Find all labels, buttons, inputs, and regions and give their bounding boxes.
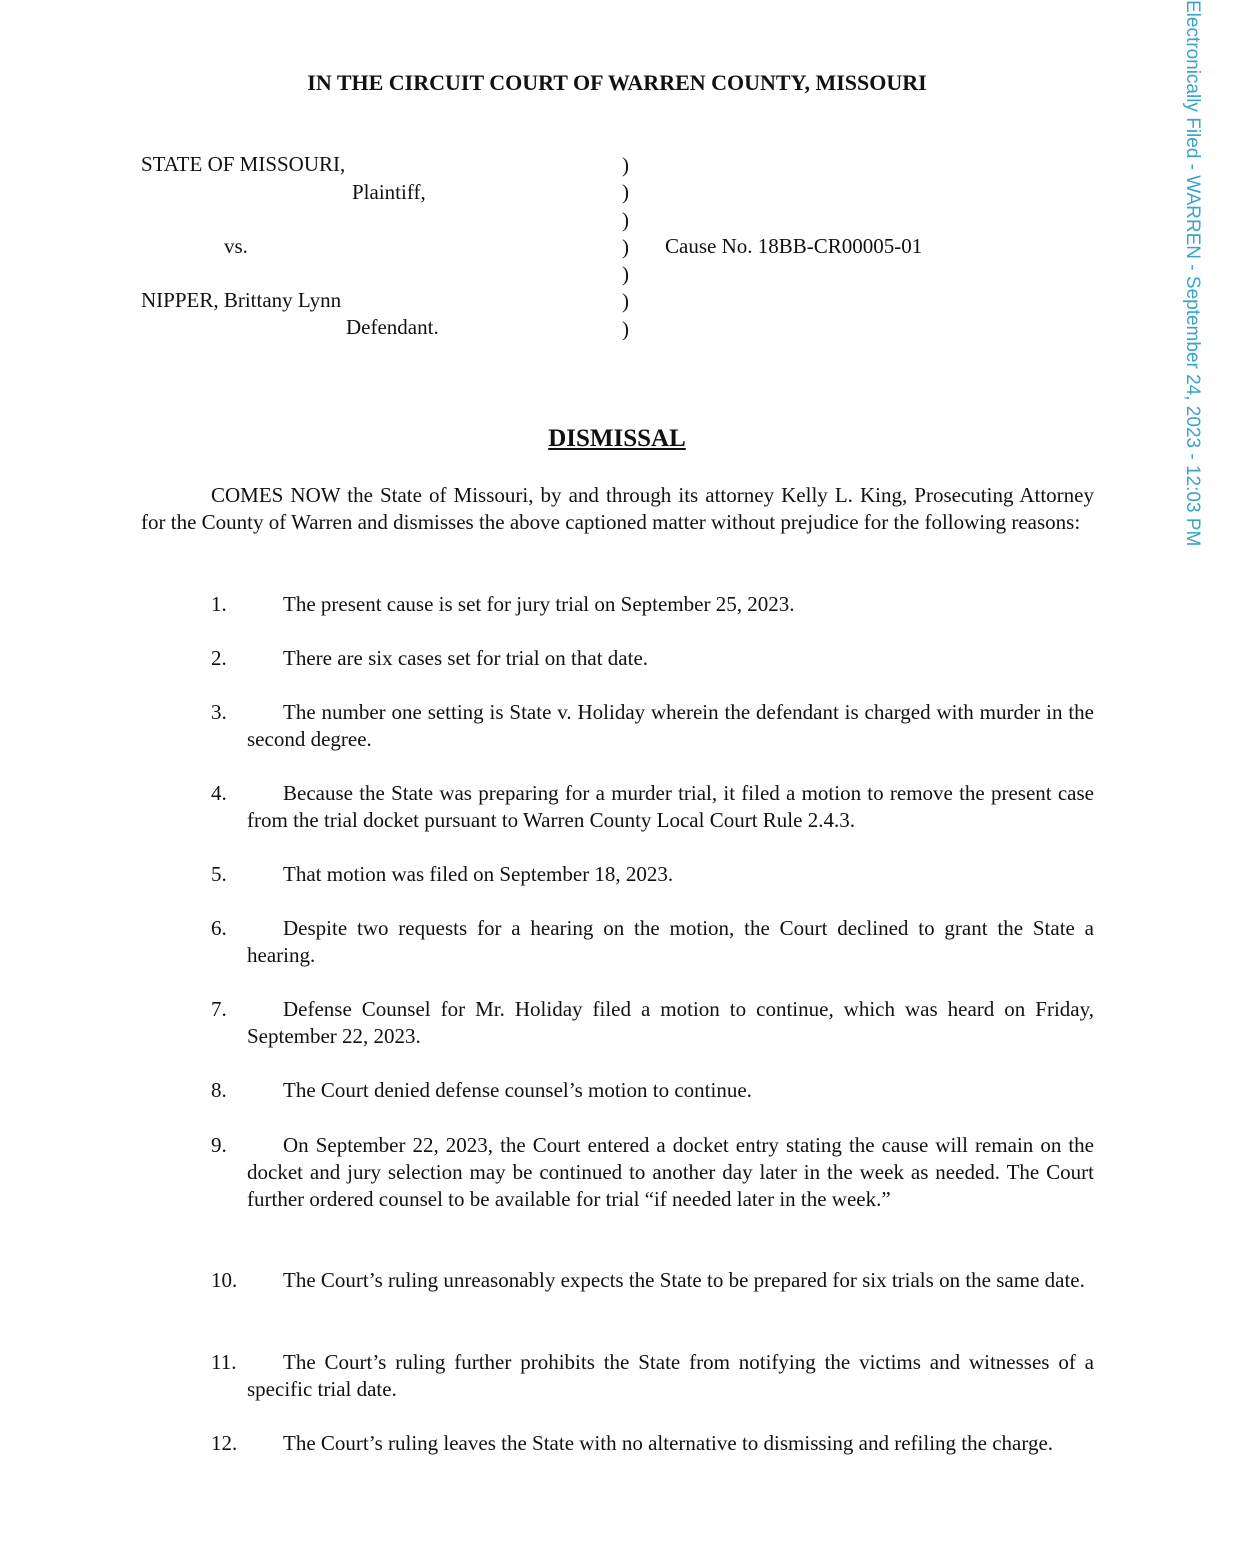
list-item	[211, 915, 1094, 969]
list-item	[211, 996, 1094, 1050]
intro-paragraph: COMES NOW the State of Missouri, by and through its attorney Kelly L. King, Prosecuting Attorney for the County of Warren and dismisses the above captioned matter without prejudice for the following reasons:	[141, 483, 1094, 534]
item-number: 6.	[211, 916, 227, 940]
defendant-name: NIPPER, Brittany Lynn	[141, 288, 342, 312]
item-text: The number one setting is State v. Holiday wherein the defendant is charged with murder in the second degree.	[247, 700, 1094, 751]
list-item	[211, 699, 1094, 753]
list-item	[211, 780, 1094, 834]
item-number: 7.	[211, 997, 227, 1021]
item-text: The Court’s ruling further prohibits the State from notifying the victims and witnesses of a specific trial date.	[247, 1350, 1094, 1401]
item-number: 1.	[211, 592, 227, 616]
caption-paren: )	[622, 153, 629, 177]
list-item	[211, 1349, 1094, 1403]
caption-paren: )	[622, 234, 629, 259]
list-item	[211, 861, 1094, 888]
item-number: 3.	[211, 700, 227, 724]
document-title: DISMISSAL	[548, 425, 686, 452]
list-item	[211, 1430, 1094, 1457]
item-number: 11.	[211, 1350, 237, 1374]
caption-paren: )	[622, 207, 629, 232]
caption-paren: )	[622, 289, 629, 314]
item-text: On September 22, 2023, the Court entered a docket entry stating the cause will remain on the docket and jury selection may be continued to another day later in the week as needed. The Court further ordered counsel to be available for trial “if needed later in the week.”	[247, 1133, 1094, 1211]
list-item	[211, 1077, 1094, 1104]
versus-label: vs.	[224, 234, 248, 258]
plaintiff-role: Plaintiff,	[352, 180, 426, 204]
item-number: 12.	[211, 1431, 238, 1455]
caption-paren: )	[622, 316, 629, 341]
electronic-filing-stamp: Electronically Filed - WARREN - September 24, 2023 - 12:03 PM	[1182, 0, 1203, 547]
item-text: That motion was filed on September 18, 2023.	[283, 862, 674, 886]
caption-divider	[622, 152, 629, 343]
item-text: Defense Counsel for Mr. Holiday filed a motion to continue, which was heard on Friday, September 22, 2023.	[247, 997, 1094, 1048]
item-text: Because the State was preparing for a murder trial, it filed a motion to remove the present case from the trial docket pursuant to Warren County Local Court Rule 2.4.3.	[247, 781, 1094, 832]
plaintiff-name: STATE OF MISSOURI,	[141, 152, 346, 176]
item-number: 8.	[211, 1078, 227, 1102]
item-number: 5.	[211, 862, 227, 886]
item-number: 2.	[211, 646, 227, 670]
court-header: IN THE CIRCUIT COURT OF WARREN COUNTY, MISSOURI	[307, 70, 927, 95]
list-item	[211, 591, 1094, 618]
item-number: 9.	[211, 1133, 227, 1157]
item-text: There are six cases set for trial on that date.	[283, 646, 649, 670]
list-item	[211, 645, 1094, 672]
cause-number: Cause No. 18BB-CR00005-01	[665, 234, 923, 258]
item-text: The Court’s ruling unreasonably expects the State to be prepared for six trials on the same date.	[283, 1268, 1085, 1292]
item-text: Despite two requests for a hearing on the motion, the Court declined to grant the State a hearing.	[247, 916, 1094, 967]
item-text: The Court’s ruling leaves the State with no alternative to dismissing and refiling the charge.	[283, 1431, 1054, 1455]
list-item	[211, 1132, 1094, 1213]
item-number: 4.	[211, 781, 227, 805]
caption-paren: )	[622, 180, 629, 205]
caption-paren: )	[622, 262, 629, 287]
item-text: The Court denied defense counsel’s motion to continue.	[283, 1078, 752, 1102]
item-number: 10.	[211, 1268, 238, 1292]
defendant-role: Defendant.	[346, 315, 439, 339]
list-item	[211, 1267, 1094, 1294]
item-text: The present cause is set for jury trial on September 25, 2023.	[283, 592, 795, 616]
